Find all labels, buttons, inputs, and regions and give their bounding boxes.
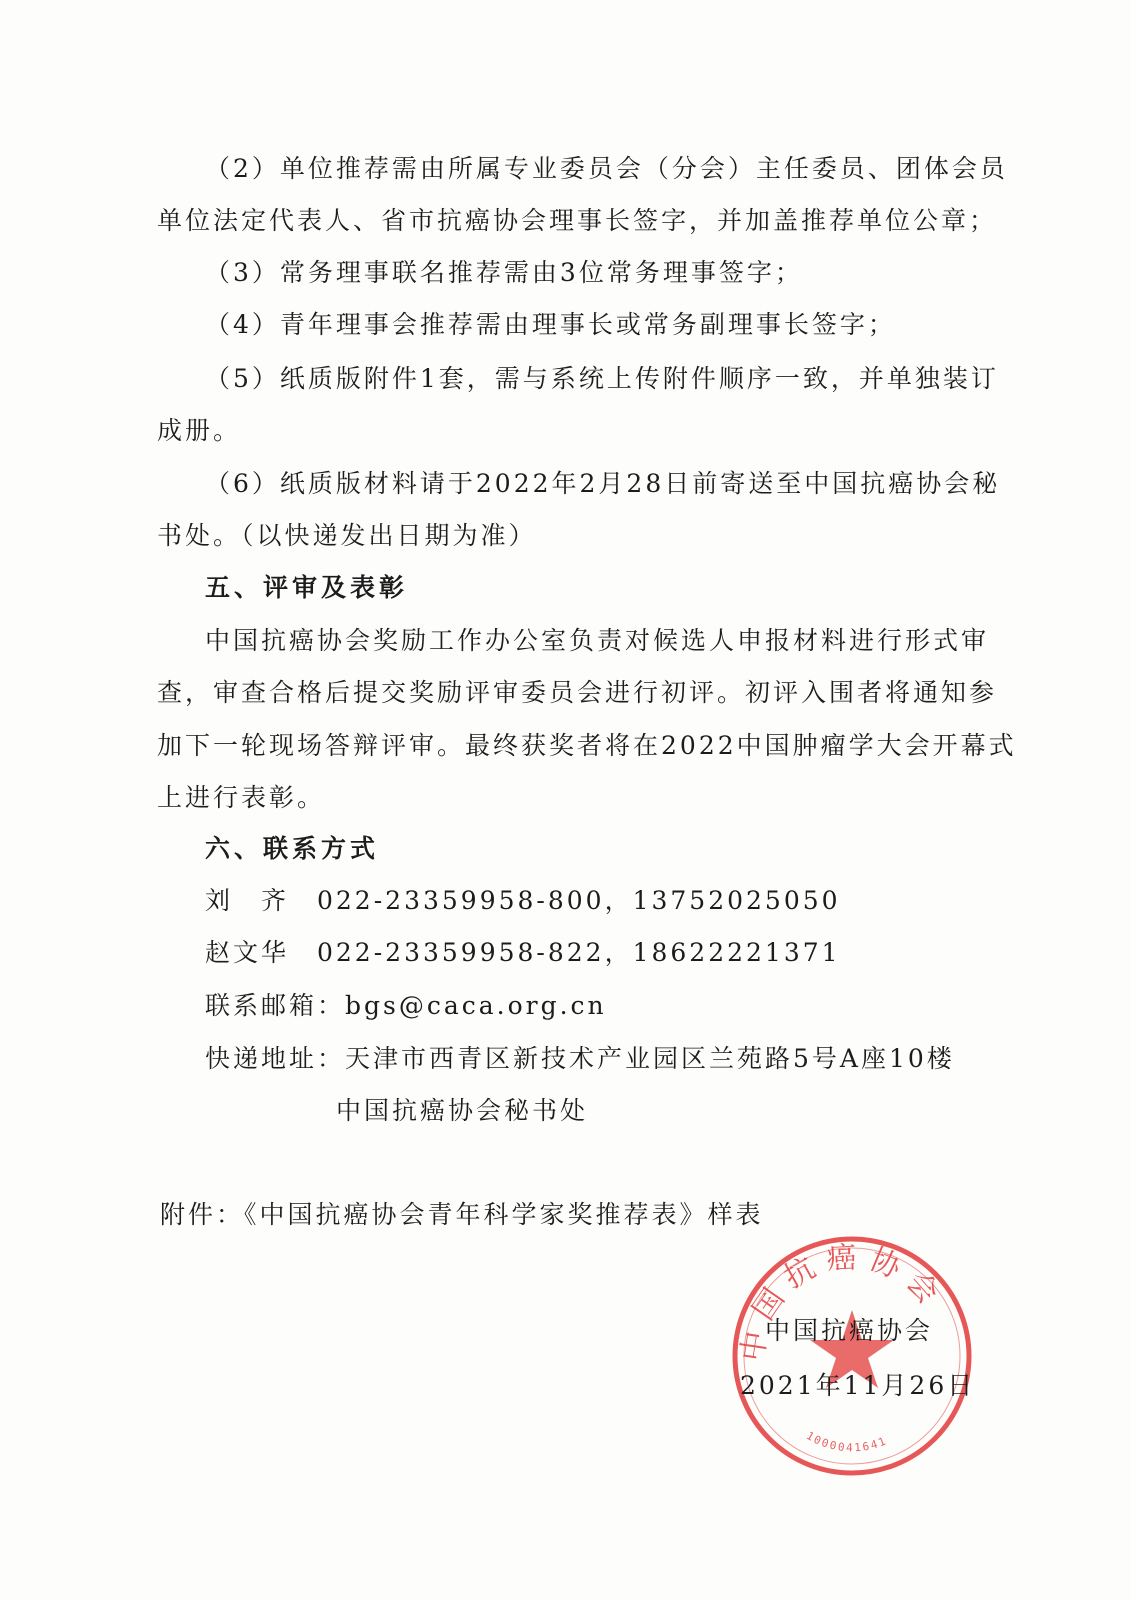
contact-email: 联系邮箱：bgs@caca.org.cn [205, 991, 607, 1020]
paragraph-6-line2: 书处。（以快递发出日期为准） [157, 521, 537, 550]
section-heading-contact: 六、联系方式 [205, 834, 380, 863]
paragraph-2-line1: （2）单位推荐需由所属专业委员会（分会）主任委员、团体会员 [205, 154, 1008, 183]
attachment-note: 附件：《中国抗癌协会青年科学家奖推荐表》样表 [160, 1200, 764, 1229]
paragraph-5-line1: （5）纸质版附件1套，需与系统上传附件顺序一致，并单独装订 [205, 364, 999, 393]
section-heading-review: 五、评审及表彰 [205, 573, 409, 602]
review-line1: 中国抗癌协会奖励工作办公室负责对候选人申报材料进行形式审 [205, 626, 990, 655]
contact-address-line2: 中国抗癌协会秘书处 [336, 1096, 589, 1125]
paragraph-6-line1: （6）纸质版材料请于2022年2月28日前寄送至中国抗癌协会秘 [205, 469, 1001, 498]
review-line2: 查，审查合格后提交奖励评审委员会进行初评。初评入围者将通知参 [157, 678, 998, 707]
contact-zhao-wenhua: 赵文华 022-23359958-822，18622221371 [205, 938, 841, 967]
paragraph-5-line2: 成册。 [157, 416, 242, 445]
signature-date: 2021年11月26日 [740, 1371, 976, 1400]
paragraph-2-line2: 单位法定代表人、省市抗癌协会理事长签字，并加盖推荐单位公章； [157, 206, 998, 235]
seal-arc-text: 中国抗癌协会 [735, 1239, 952, 1364]
contact-liu-qi: 刘 齐 022-23359958-800，13752025050 [205, 886, 841, 915]
official-seal-stamp [728, 1232, 976, 1480]
signature-organization: 中国抗癌协会 [765, 1316, 934, 1345]
seal-serial-text: 1000041641 [803, 1428, 890, 1455]
paragraph-4: （4）青年理事会推荐需由理事长或常务副理事长签字； [205, 310, 896, 339]
review-line3: 加下一轮现场答辩评审。最终获奖者将在2022中国肿瘤学大会开幕式 [157, 731, 1017, 760]
paragraph-3: （3）常务理事联名推荐需由3位常务理事签字； [205, 258, 803, 287]
contact-address: 快递地址：天津市西青区新技术产业园区兰苑路5号A座10楼 [205, 1044, 955, 1073]
review-line4: 上进行表彰。 [157, 783, 326, 812]
